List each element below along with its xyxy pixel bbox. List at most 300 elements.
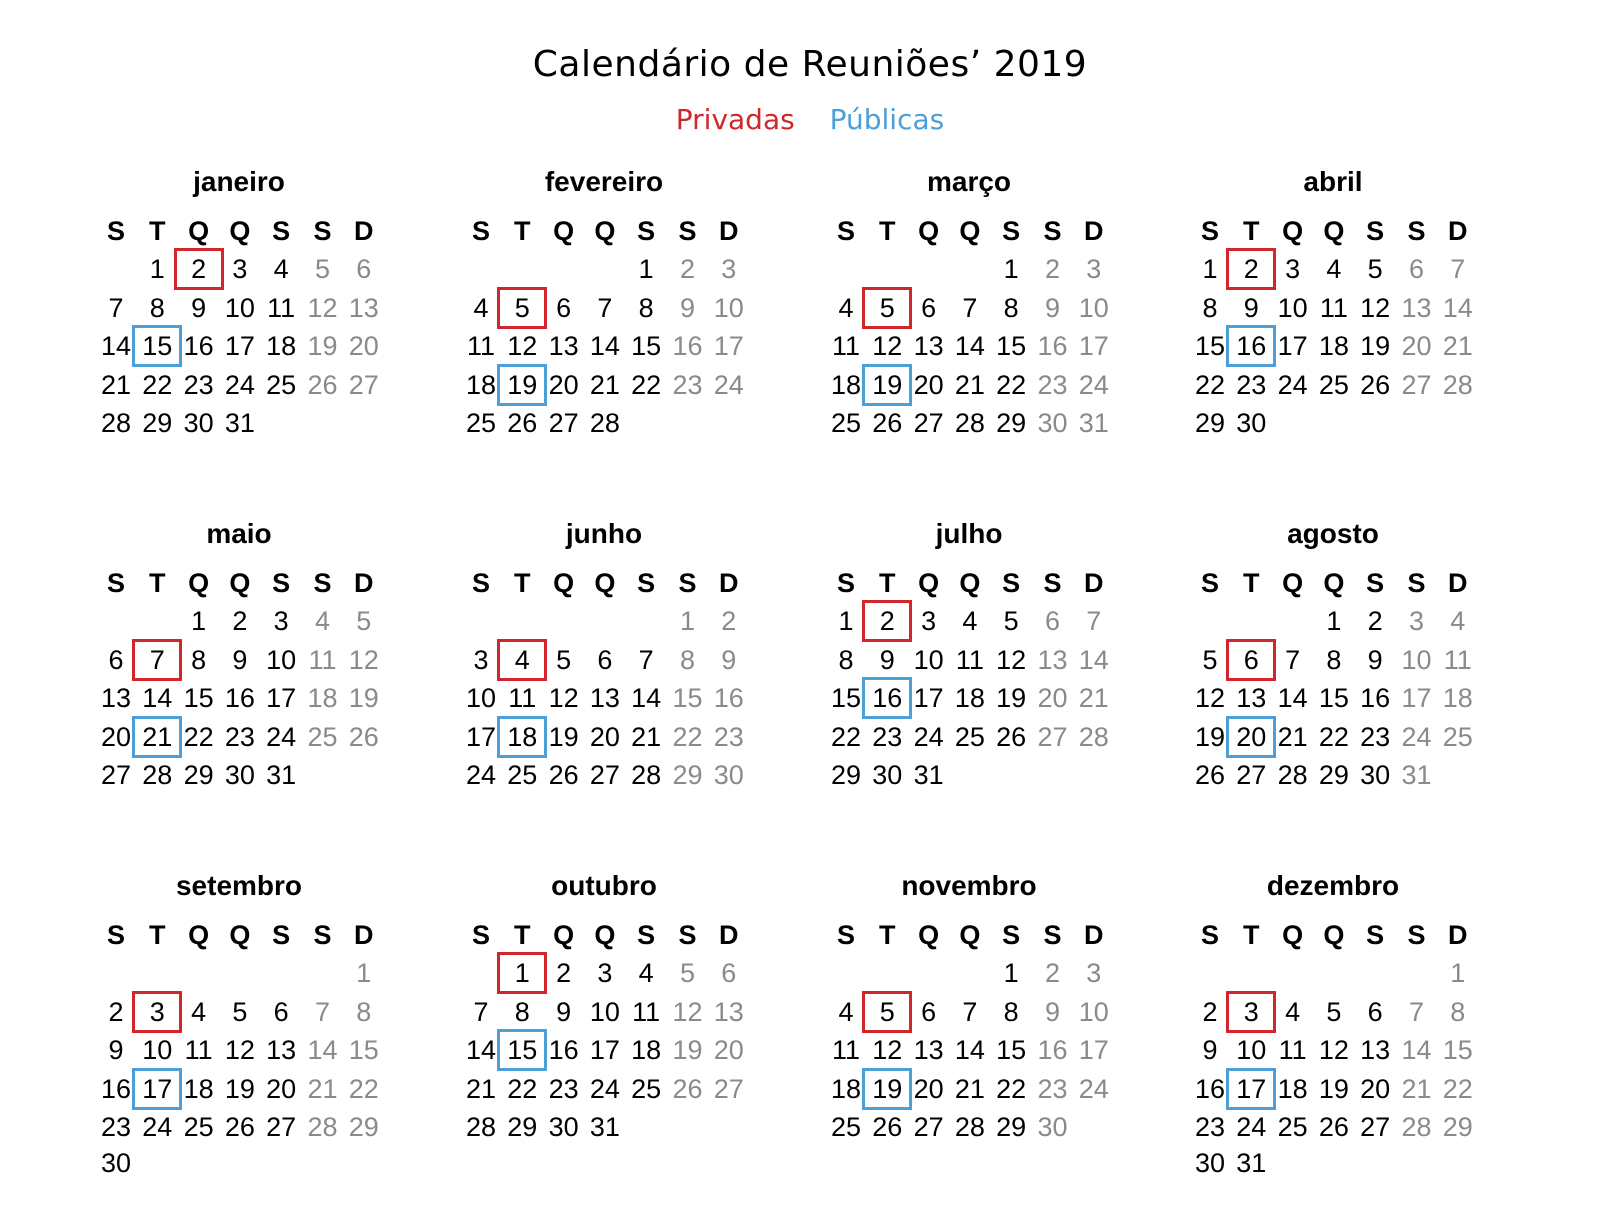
weekday-header: S bbox=[678, 216, 697, 246]
day-cell: 8 bbox=[1202, 292, 1218, 323]
day-cell: 11 bbox=[1319, 292, 1348, 323]
day-cell: 1 bbox=[1202, 254, 1218, 284]
day-cell: 17 bbox=[224, 331, 255, 362]
day-cell: 30 bbox=[548, 1112, 579, 1143]
day-cell: 26 bbox=[872, 408, 903, 439]
day-cell: 7 bbox=[1285, 644, 1301, 675]
day-cell: 21 bbox=[954, 369, 985, 400]
day-cell: 20 bbox=[1360, 1073, 1391, 1104]
public-meeting-day: 21 bbox=[136, 720, 178, 754]
day-cell: 17 bbox=[589, 1035, 620, 1066]
day-cell: 9 bbox=[1243, 292, 1259, 323]
day-cell: 11 bbox=[508, 683, 537, 714]
day-cell: 5 bbox=[232, 996, 248, 1027]
weekday-header: Q bbox=[188, 920, 210, 950]
day-cell: 1 bbox=[838, 606, 854, 636]
day-cell: 22 bbox=[996, 1073, 1027, 1104]
day-cell: 6 bbox=[556, 292, 572, 323]
weekday-header: S bbox=[1002, 568, 1021, 598]
day-cell: 24 bbox=[589, 1073, 620, 1104]
day-cell: 26 bbox=[224, 1112, 255, 1143]
day-cell: 31 bbox=[224, 408, 255, 439]
weekday-header: T bbox=[1243, 568, 1260, 598]
day-cell: 16 bbox=[1037, 331, 1068, 362]
day-cell: 14 bbox=[1277, 683, 1308, 714]
day-cell: 20 bbox=[348, 331, 379, 362]
day-cell: 26 bbox=[507, 408, 538, 439]
day-cell: 13 bbox=[266, 1035, 297, 1066]
day-cell: 13 bbox=[913, 1035, 944, 1066]
day-cell: 27 bbox=[266, 1112, 297, 1143]
day-cell: 29 bbox=[507, 1112, 538, 1143]
day-cell: 26 bbox=[1360, 369, 1391, 400]
day-cell: 13 bbox=[548, 331, 579, 362]
day-cell: 21 bbox=[954, 1073, 985, 1104]
day-cell: 28 bbox=[1078, 721, 1109, 752]
weekday-header: D bbox=[719, 568, 739, 598]
day-cell: 11 bbox=[267, 292, 296, 323]
day-cell: 19 bbox=[307, 331, 338, 362]
weekday-header: T bbox=[879, 568, 896, 598]
weekday-header: Q bbox=[553, 216, 575, 246]
day-cell: 8 bbox=[149, 292, 165, 323]
weekday-header: Q bbox=[229, 216, 251, 246]
day-cell: 5 bbox=[556, 644, 572, 675]
weekday-header: S bbox=[637, 920, 656, 950]
weekday-header: S bbox=[836, 920, 855, 950]
weekday-header: S bbox=[106, 920, 125, 950]
day-cell: 3 bbox=[921, 606, 937, 636]
day-cell: 10 bbox=[713, 292, 744, 323]
day-cell: 24 bbox=[465, 760, 497, 791]
day-cell: 7 bbox=[314, 996, 331, 1027]
weekday-header: T bbox=[1243, 216, 1260, 246]
day-cell: 28 bbox=[307, 1112, 338, 1143]
public-meeting-day: 17 bbox=[136, 1072, 178, 1106]
day-cell: 1 bbox=[679, 606, 696, 636]
day-cell: 7 bbox=[1408, 996, 1425, 1027]
day-cell: 23 bbox=[713, 721, 744, 752]
day-cell: 29 bbox=[183, 760, 214, 791]
weekday-header: S bbox=[313, 920, 332, 950]
day-cell: 1 bbox=[356, 958, 372, 988]
day-cell: 6 bbox=[356, 254, 372, 284]
weekday-header: Q bbox=[594, 216, 616, 246]
day-cell: 11 bbox=[831, 1035, 861, 1066]
day-cell: 7 bbox=[597, 292, 613, 323]
day-cell: 2 bbox=[721, 606, 737, 636]
day-cell: 25 bbox=[465, 408, 497, 439]
day-cell: 10 bbox=[1277, 292, 1308, 323]
private-meeting-day: 6 bbox=[1230, 643, 1272, 677]
weekday-header: S bbox=[1043, 920, 1062, 950]
day-cell: 25 bbox=[1442, 721, 1473, 752]
day-cell: 27 bbox=[1401, 369, 1432, 400]
day-cell: 14 bbox=[631, 683, 662, 714]
day-cell: 21 bbox=[100, 369, 132, 400]
day-cell: 20 bbox=[1037, 683, 1068, 714]
day-cell: 12 bbox=[307, 292, 338, 323]
private-meeting-day: 2 bbox=[866, 604, 908, 638]
day-cell: 28 bbox=[631, 760, 662, 791]
day-cell: 6 bbox=[273, 996, 289, 1027]
weekday-header: T bbox=[514, 920, 531, 950]
day-cell: 29 bbox=[672, 760, 703, 791]
weekday-header: S bbox=[637, 568, 656, 598]
day-cell: 27 bbox=[1037, 721, 1068, 752]
day-cell: 6 bbox=[1367, 996, 1383, 1027]
weekday-header: S bbox=[313, 568, 332, 598]
month-name: dezembro bbox=[1266, 870, 1400, 901]
day-cell: 23 bbox=[1037, 369, 1068, 400]
day-cell: 13 bbox=[913, 331, 944, 362]
public-meeting-day: 15 bbox=[136, 329, 178, 363]
day-cell: 18 bbox=[1318, 331, 1349, 362]
day-cell: 31 bbox=[266, 760, 297, 791]
day-cell: 10 bbox=[1078, 292, 1109, 323]
day-cell: 18 bbox=[266, 331, 297, 362]
day-cell: 11 bbox=[308, 644, 337, 675]
day-cell: 8 bbox=[191, 644, 207, 675]
day-cell: 28 bbox=[1401, 1112, 1432, 1143]
day-cell: 13 bbox=[713, 996, 744, 1027]
day-cell: 25 bbox=[307, 721, 338, 752]
day-cell: 9 bbox=[191, 292, 207, 323]
day-cell: 4 bbox=[1285, 996, 1301, 1027]
day-cell: 13 bbox=[1236, 683, 1267, 714]
day-cell: 2 bbox=[1044, 958, 1061, 988]
weekday-header: S bbox=[313, 216, 332, 246]
weekday-header: D bbox=[1084, 568, 1104, 598]
day-cell: 16 bbox=[548, 1035, 579, 1066]
day-cell: 11 bbox=[1278, 1035, 1307, 1066]
day-cell: 2 bbox=[556, 958, 572, 988]
day-cell: 6 bbox=[597, 644, 613, 675]
day-cell: 2 bbox=[108, 996, 124, 1027]
weekday-header: Q bbox=[188, 568, 210, 598]
day-cell: 14 bbox=[1442, 292, 1473, 323]
day-cell: 31 bbox=[1078, 408, 1109, 439]
day-cell: 15 bbox=[830, 683, 862, 714]
day-cell: 15 bbox=[348, 1035, 379, 1066]
legend-public: Públicas bbox=[829, 103, 945, 136]
weekday-header: S bbox=[106, 568, 125, 598]
day-cell: 8 bbox=[1003, 292, 1019, 323]
day-cell: 24 bbox=[1078, 369, 1109, 400]
day-cell: 26 bbox=[996, 721, 1027, 752]
weekday-header: S bbox=[1200, 216, 1219, 246]
day-cell: 15 bbox=[1442, 1035, 1473, 1066]
day-cell: 21 bbox=[1078, 683, 1109, 714]
day-cell: 13 bbox=[589, 683, 620, 714]
day-cell: 9 bbox=[679, 292, 696, 323]
weekday-header: S bbox=[1407, 568, 1426, 598]
day-cell: 23 bbox=[672, 369, 703, 400]
day-cell: 5 bbox=[1202, 644, 1218, 675]
day-cell: 31 bbox=[1401, 760, 1432, 791]
day-cell: 12 bbox=[996, 644, 1027, 675]
weekday-header: S bbox=[836, 568, 855, 598]
day-cell: 30 bbox=[872, 760, 903, 791]
private-meeting-day: 3 bbox=[1230, 995, 1272, 1029]
day-cell: 18 bbox=[631, 1035, 662, 1066]
day-cell: 10 bbox=[589, 996, 620, 1027]
day-cell: 29 bbox=[1442, 1112, 1473, 1143]
day-cell: 28 bbox=[589, 408, 620, 439]
weekday-header: D bbox=[1084, 216, 1104, 246]
day-cell: 10 bbox=[1078, 996, 1109, 1027]
day-cell: 12 bbox=[548, 683, 579, 714]
weekday-header: Q bbox=[918, 920, 940, 950]
weekday-header: Q bbox=[594, 920, 616, 950]
day-cell: 4 bbox=[838, 292, 854, 323]
day-cell: 20 bbox=[913, 1073, 944, 1104]
day-cell: 10 bbox=[913, 644, 944, 675]
day-cell: 29 bbox=[830, 760, 862, 791]
weekday-header: T bbox=[1243, 920, 1260, 950]
day-cell: 31 bbox=[589, 1112, 620, 1143]
day-cell: 26 bbox=[672, 1073, 703, 1104]
day-cell: 23 bbox=[872, 721, 903, 752]
day-cell: 27 bbox=[913, 1112, 944, 1143]
day-cell: 14 bbox=[142, 683, 173, 714]
legend-private: Privadas bbox=[675, 103, 795, 136]
day-cell: 11 bbox=[184, 1035, 213, 1066]
public-meeting-day: 17 bbox=[1230, 1072, 1272, 1106]
day-cell: 24 bbox=[224, 369, 255, 400]
weekday-header: T bbox=[514, 568, 531, 598]
day-cell: 8 bbox=[356, 996, 372, 1027]
day-cell: 20 bbox=[1401, 331, 1432, 362]
day-cell: 20 bbox=[913, 369, 944, 400]
day-cell: 27 bbox=[548, 408, 579, 439]
day-cell: 31 bbox=[1236, 1148, 1267, 1179]
day-cell: 2 bbox=[1044, 254, 1061, 284]
day-cell: 29 bbox=[996, 408, 1027, 439]
weekday-header: D bbox=[354, 216, 374, 246]
day-cell: 22 bbox=[183, 721, 214, 752]
day-cell: 17 bbox=[266, 683, 297, 714]
day-cell: 12 bbox=[348, 644, 379, 675]
weekday-header: D bbox=[719, 216, 739, 246]
day-cell: 16 bbox=[183, 331, 214, 362]
day-cell: 25 bbox=[183, 1112, 214, 1143]
weekday-header: T bbox=[149, 216, 166, 246]
day-cell: 26 bbox=[872, 1112, 903, 1143]
day-cell: 25 bbox=[1318, 369, 1349, 400]
day-cell: 15 bbox=[996, 331, 1027, 362]
private-meeting-day: 1 bbox=[501, 956, 543, 990]
weekday-header: S bbox=[1043, 216, 1062, 246]
weekday-header: Q bbox=[553, 568, 575, 598]
weekday-header: D bbox=[1084, 920, 1104, 950]
public-meeting-day: 20 bbox=[1230, 720, 1272, 754]
day-cell: 13 bbox=[100, 683, 132, 714]
weekday-header: S bbox=[471, 920, 490, 950]
day-cell: 9 bbox=[721, 644, 737, 675]
weekday-header: D bbox=[354, 920, 374, 950]
day-cell: 23 bbox=[1236, 369, 1267, 400]
day-cell: 20 bbox=[100, 721, 132, 752]
day-cell: 29 bbox=[1318, 760, 1349, 791]
day-cell: 19 bbox=[1194, 721, 1226, 752]
day-cell: 11 bbox=[955, 644, 984, 675]
day-cell: 14 bbox=[589, 331, 620, 362]
day-cell: 24 bbox=[713, 369, 744, 400]
public-meeting-day: 16 bbox=[1230, 329, 1272, 363]
day-cell: 20 bbox=[589, 721, 620, 752]
day-cell: 25 bbox=[830, 408, 862, 439]
day-cell: 22 bbox=[1194, 369, 1226, 400]
day-cell: 16 bbox=[1194, 1073, 1226, 1104]
weekday-header: D bbox=[1448, 216, 1468, 246]
day-cell: 19 bbox=[224, 1073, 255, 1104]
day-cell: 27 bbox=[713, 1073, 744, 1104]
public-meeting-day: 16 bbox=[866, 681, 908, 715]
public-meeting-day: 18 bbox=[501, 720, 543, 754]
day-cell: 28 bbox=[954, 1112, 985, 1143]
month-name: novembro bbox=[901, 870, 1037, 901]
month-name: julho bbox=[935, 518, 1003, 549]
day-cell: 10 bbox=[266, 644, 297, 675]
day-cell: 7 bbox=[473, 996, 489, 1027]
day-cell: 24 bbox=[1236, 1112, 1267, 1143]
day-cell: 17 bbox=[1078, 1035, 1109, 1066]
day-cell: 14 bbox=[1078, 644, 1109, 675]
day-cell: 18 bbox=[183, 1073, 214, 1104]
day-cell: 4 bbox=[473, 292, 489, 323]
day-cell: 12 bbox=[1318, 1035, 1349, 1066]
day-cell: 4 bbox=[191, 996, 207, 1027]
weekday-header: S bbox=[637, 216, 656, 246]
day-cell: 25 bbox=[830, 1112, 862, 1143]
day-cell: 17 bbox=[713, 331, 744, 362]
day-cell: 1 bbox=[1450, 958, 1466, 988]
day-cell: 16 bbox=[1360, 683, 1391, 714]
day-cell: 17 bbox=[465, 721, 497, 752]
day-cell: 23 bbox=[1037, 1073, 1068, 1104]
day-cell: 30 bbox=[1037, 1112, 1068, 1143]
day-cell: 18 bbox=[830, 1073, 862, 1104]
day-cell: 29 bbox=[142, 408, 173, 439]
day-cell: 9 bbox=[108, 1035, 124, 1066]
weekday-header: Q bbox=[229, 920, 251, 950]
private-meeting-day: 5 bbox=[866, 995, 908, 1029]
day-cell: 14 bbox=[1401, 1035, 1432, 1066]
day-cell: 22 bbox=[142, 369, 173, 400]
day-cell: 23 bbox=[224, 721, 255, 752]
day-cell: 4 bbox=[838, 996, 854, 1027]
day-cell: 24 bbox=[1277, 369, 1308, 400]
day-cell: 20 bbox=[548, 369, 579, 400]
day-cell: 1 bbox=[1003, 958, 1019, 988]
day-cell: 10 bbox=[142, 1035, 173, 1066]
day-cell: 4 bbox=[638, 958, 654, 988]
day-cell: 9 bbox=[232, 644, 248, 675]
day-cell: 26 bbox=[348, 721, 379, 752]
day-cell: 12 bbox=[224, 1035, 255, 1066]
day-cell: 21 bbox=[1442, 331, 1473, 362]
day-cell: 20 bbox=[266, 1073, 297, 1104]
private-meeting-day: 5 bbox=[866, 291, 908, 325]
page-title: Calendário de Reuniões’ 2019 bbox=[532, 44, 1088, 85]
day-cell: 10 bbox=[465, 683, 497, 714]
day-cell: 3 bbox=[273, 606, 289, 636]
day-cell: 19 bbox=[672, 1035, 703, 1066]
day-cell: 12 bbox=[872, 1035, 903, 1066]
day-cell: 16 bbox=[1037, 1035, 1068, 1066]
month-name: abril bbox=[1303, 166, 1363, 197]
day-cell: 27 bbox=[913, 408, 944, 439]
day-cell: 7 bbox=[1450, 254, 1466, 284]
weekday-header: D bbox=[719, 920, 739, 950]
day-cell: 24 bbox=[266, 721, 297, 752]
day-cell: 27 bbox=[348, 369, 379, 400]
day-cell: 5 bbox=[1367, 254, 1383, 284]
public-meeting-day: 19 bbox=[866, 1072, 908, 1106]
day-cell: 11 bbox=[466, 331, 496, 362]
day-cell: 4 bbox=[1450, 606, 1466, 636]
month-name: maio bbox=[206, 518, 272, 549]
day-cell: 5 bbox=[1003, 606, 1019, 636]
weekday-header: D bbox=[1448, 568, 1468, 598]
day-cell: 16 bbox=[224, 683, 255, 714]
day-cell: 10 bbox=[224, 292, 255, 323]
day-cell: 22 bbox=[1318, 721, 1349, 752]
day-cell: 15 bbox=[631, 331, 662, 362]
day-cell: 31 bbox=[913, 760, 944, 791]
day-cell: 2 bbox=[679, 254, 696, 284]
day-cell: 28 bbox=[1442, 369, 1473, 400]
weekday-header: S bbox=[678, 568, 697, 598]
day-cell: 12 bbox=[507, 331, 538, 362]
day-cell: 4 bbox=[314, 606, 331, 636]
day-cell: 22 bbox=[996, 369, 1027, 400]
weekday-header: Q bbox=[1282, 920, 1304, 950]
day-cell: 3 bbox=[473, 644, 489, 675]
day-cell: 1 bbox=[149, 254, 165, 284]
day-cell: 9 bbox=[1202, 1035, 1218, 1066]
day-cell: 30 bbox=[713, 760, 744, 791]
weekday-header: D bbox=[1448, 920, 1468, 950]
weekday-header: S bbox=[1002, 216, 1021, 246]
day-cell: 24 bbox=[142, 1112, 173, 1143]
day-cell: 16 bbox=[100, 1073, 132, 1104]
day-cell: 9 bbox=[1044, 996, 1061, 1027]
day-cell: 8 bbox=[838, 644, 854, 675]
weekday-header: S bbox=[1200, 568, 1219, 598]
day-cell: 18 bbox=[1277, 1073, 1308, 1104]
weekday-header: S bbox=[1002, 920, 1021, 950]
weekday-header: S bbox=[1407, 216, 1426, 246]
weekday-header: Q bbox=[918, 216, 940, 246]
day-cell: 25 bbox=[631, 1073, 662, 1104]
day-cell: 2 bbox=[1202, 996, 1218, 1027]
day-cell: 18 bbox=[830, 369, 862, 400]
day-cell: 26 bbox=[1318, 1112, 1349, 1143]
weekday-header: S bbox=[106, 216, 125, 246]
day-cell: 23 bbox=[1360, 721, 1391, 752]
day-cell: 19 bbox=[548, 721, 579, 752]
weekday-header: Q bbox=[188, 216, 210, 246]
day-cell: 26 bbox=[307, 369, 338, 400]
day-cell: 27 bbox=[100, 760, 132, 791]
day-cell: 15 bbox=[672, 683, 703, 714]
day-cell: 3 bbox=[1408, 606, 1425, 636]
day-cell: 7 bbox=[108, 292, 124, 323]
day-cell: 25 bbox=[266, 369, 297, 400]
day-cell: 7 bbox=[962, 292, 978, 323]
